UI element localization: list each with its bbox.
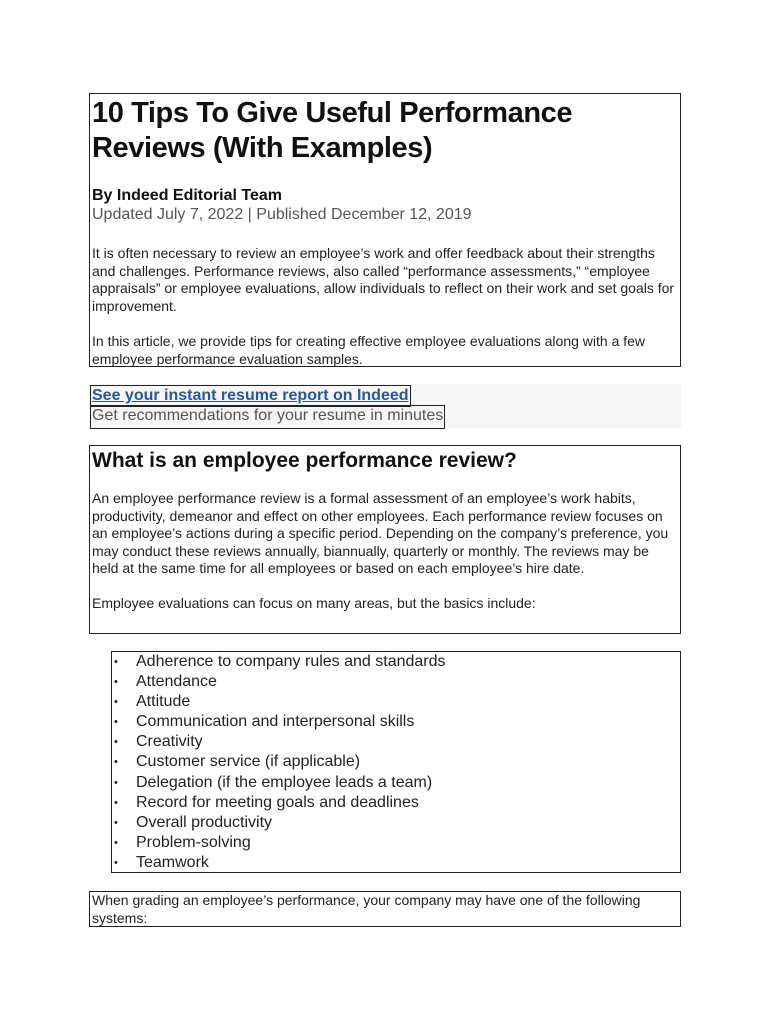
intro-paragraph-1: It is often necessary to review an employee’s work and offer feedback about their strengths and challenges. Performance reviews, also called “performance assessments,” “employee appraisals” or employee evaluations, allow individuals to reflect on their work and set goals for improvement. (92, 245, 675, 314)
list-item: • Overall productivity (114, 813, 273, 831)
bullet-icon: • (114, 836, 118, 849)
list-item: • Delegation (if the employee leads a team) (114, 773, 433, 791)
grading-systems-paragraph: When grading an employee’s performance, your company may have one of the following systems: (92, 892, 641, 926)
basics-list-box (111, 651, 681, 873)
section-box (89, 445, 681, 634)
bullet-icon: • (114, 816, 118, 829)
section-paragraph-2: Employee evaluations can focus on many areas, but the basics include: (92, 594, 536, 611)
list-item: • Attendance (114, 673, 217, 691)
article-title: 10 Tips To Give Useful Performance Reviews (With Examples) (92, 97, 573, 164)
article-header-box (89, 93, 681, 367)
bullet-icon: • (114, 696, 118, 709)
list-item: • Attitude (114, 693, 191, 711)
basics-list (112, 652, 680, 873)
bullet-icon: • (114, 796, 118, 809)
bullet-icon: • (114, 756, 118, 769)
bullet-icon: • (114, 656, 118, 668)
bullet-icon: • (114, 856, 118, 869)
section-heading: What is an employee performance review? (92, 449, 517, 472)
intro-paragraph-2: In this article, we provide tips for creating effective employee evaluations along with a few employee performance evaluation samples. (92, 333, 646, 367)
promo-subtext: Get recommendations for your resume in minutes (90, 405, 445, 429)
list-item: • Record for meeting goals and deadlines (114, 793, 419, 811)
list-item: • Adherence to company rules and standards (114, 653, 446, 670)
article-byline: By Indeed Editorial Team (92, 187, 282, 204)
bullet-icon: • (114, 676, 118, 689)
bullet-icon: • (114, 736, 118, 749)
article-dates: Updated July 7, 2022 | Published December 12, 2019 (92, 206, 472, 223)
grading-systems-box (89, 891, 681, 927)
bullet-icon: • (114, 776, 118, 789)
bullet-icon: • (114, 716, 118, 729)
list-item: • Creativity (114, 733, 203, 751)
list-item: • Communication and interpersonal skills (114, 713, 415, 731)
list-item: • Problem-solving (114, 833, 251, 851)
list-item: • Teamwork (114, 853, 209, 871)
resume-report-link[interactable]: See your instant resume report on Indeed (90, 385, 411, 407)
section-paragraph-1: An employee performance review is a formal assessment of an employee’s work habits, productivity, demeanor and effect on other employees. Each performance review focuses on an employee’s actions during a specific period. Depending on the company’s preference, you may conduct these reviews annually, biannually, quarterly or monthly. The reviews may be held at the same time for all employees or based on each employee’s hire date. (92, 490, 669, 576)
list-item: • Customer service (if applicable) (114, 753, 361, 771)
